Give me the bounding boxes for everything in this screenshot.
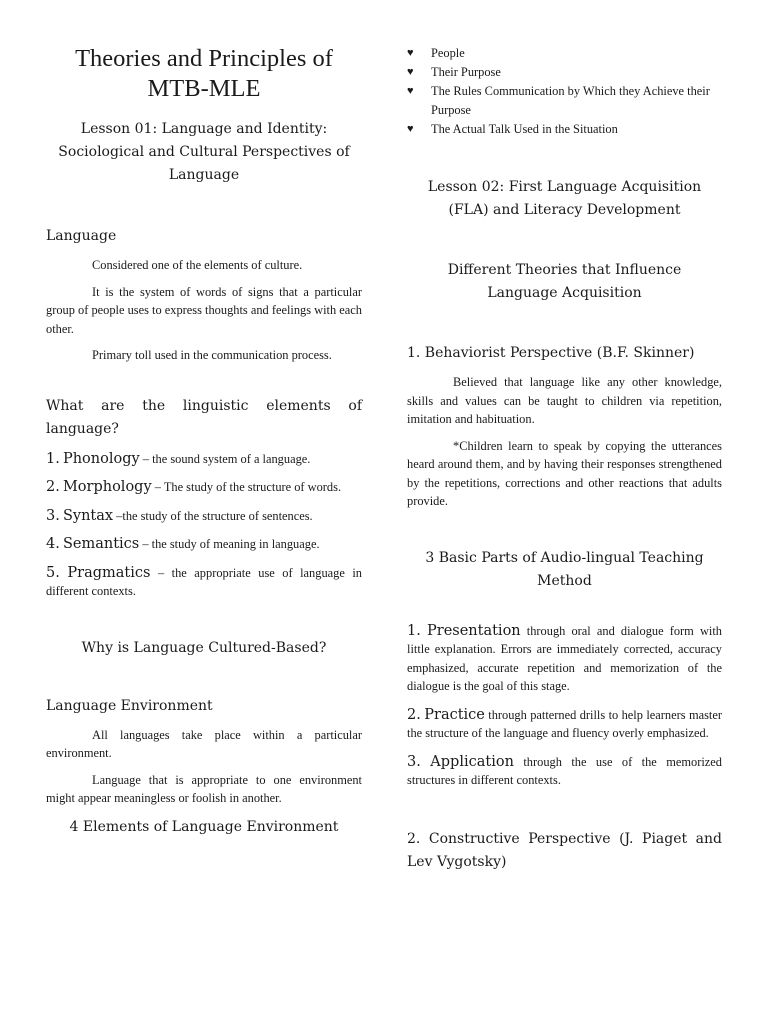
part-term: Application (430, 753, 514, 770)
element-number: 3. (46, 507, 60, 524)
element-description: – the study of meaning in language. (139, 537, 320, 551)
element-number: 1. (46, 450, 60, 467)
behaviorist-text (407, 373, 722, 511)
list-item (385, 44, 722, 63)
linguistic-elements-question: What are the linguistic elements of language? (46, 397, 362, 437)
list-item (385, 82, 722, 120)
element-term: Syntax (62, 507, 114, 524)
linguistic-elements-list (46, 450, 362, 601)
element-term: Morphology (62, 479, 152, 495)
element-description: –the study of the structure of sentences. (113, 508, 313, 523)
list-item-text: The Rules Communication by Which they Achieve their Purpose (431, 84, 710, 117)
element-item (46, 450, 362, 469)
element-item (46, 564, 362, 601)
element-description: – the sound system of a language. (139, 451, 311, 466)
element-term: Phonology (62, 450, 140, 467)
document-title: Theories and Principles of MTB-MLE (75, 45, 333, 102)
language-para-1: Considered one of the elements of culture. (92, 258, 303, 272)
part-description: through oral and dialogue form with little explanation. Errors are immediately corrected, accuracy emphasized, accurate repetition and memorization of the dialogue is the goal of this stage. (407, 623, 722, 693)
part-number: 1. (407, 622, 421, 639)
element-item (46, 507, 362, 526)
environment-para-2: Language that is appropriate to one environment might appear meaningless or foolish in another. (46, 772, 362, 805)
left-column (46, 44, 362, 839)
lesson-02-heading: Lesson 02: First Language Acquisition (FLA) and Literacy Development (427, 179, 702, 218)
behaviorist-heading: 1. Behaviorist Perspective (B.F. Skinner) (407, 345, 695, 361)
environment-para-1: All languages take place within a particular environment. (46, 727, 362, 760)
part-term: Practice (424, 706, 485, 723)
list-item-text: Their Purpose (431, 65, 501, 79)
element-number: 4. (46, 536, 60, 552)
lesson-01-heading: Lesson 01: Language and Identity: Sociological and Cultural Perspectives of Language (58, 121, 350, 183)
heart-icon: ♥ (407, 123, 414, 135)
element-term: Semantics (62, 536, 140, 552)
element-term: Pragmatics (67, 564, 151, 581)
element-description: – the appropriate use of language in different contexts. (46, 565, 362, 598)
behaviorist-para-1: Believed that language like any other knowledge, skills and values can be taught to children via repetition, imitation and habituation. (407, 375, 722, 426)
right-column (407, 44, 722, 874)
list-item-text: People (431, 46, 465, 60)
element-item (46, 478, 362, 497)
theories-heading: Different Theories that Influence Language Acquisition (447, 262, 682, 301)
language-definition (46, 256, 362, 365)
language-para-3: Primary toll used in the communication process. (92, 348, 332, 362)
environment-elements-list (385, 44, 722, 139)
constructive-heading: 2. Constructive Perspective (J. Piaget and Lev Vygotsky) (407, 830, 722, 870)
part-description: through patterned drills to help learners master the structure of the language and fluency overly emphasized. (407, 707, 722, 740)
behaviorist-para-2: *Children learn to speak by copying the utterances heard around them, and by having their responses strengthened by the repetitions, corrections and other reactions that adults provide. (407, 438, 722, 508)
four-elements-heading: 4 Elements of Language Environment (69, 818, 339, 835)
list-item-text: The Actual Talk Used in the Situation (431, 122, 618, 136)
heart-icon: ♥ (407, 66, 414, 78)
heart-icon: ♥ (407, 85, 414, 97)
element-item (46, 535, 362, 554)
language-environment-text (46, 726, 362, 808)
part-number: 2. (407, 706, 421, 723)
audio-part-item (407, 706, 722, 743)
element-number: 5. (46, 564, 60, 581)
language-heading: Language (46, 228, 117, 244)
element-description: – The study of the structure of words. (151, 480, 342, 494)
part-term: Presentation (427, 622, 521, 639)
why-cultured-heading: Why is Language Cultured-Based? (81, 639, 327, 656)
list-item (385, 63, 722, 82)
audio-part-item (407, 622, 722, 696)
audio-lingual-heading: 3 Basic Parts of Audio-lingual Teaching Method (425, 549, 704, 589)
part-description: through the use of the memorized structures in different contexts. (407, 754, 722, 787)
list-item (385, 120, 722, 139)
audio-lingual-parts (407, 622, 722, 790)
language-environment-heading: Language Environment (46, 697, 213, 714)
audio-part-item (407, 753, 722, 790)
part-number: 3. (407, 753, 421, 770)
heart-icon: ♥ (407, 47, 414, 59)
element-number: 2. (46, 479, 60, 495)
language-para-2: It is the system of words of signs that a particular group of people uses to express thoughts and feelings with each other. (46, 284, 362, 336)
